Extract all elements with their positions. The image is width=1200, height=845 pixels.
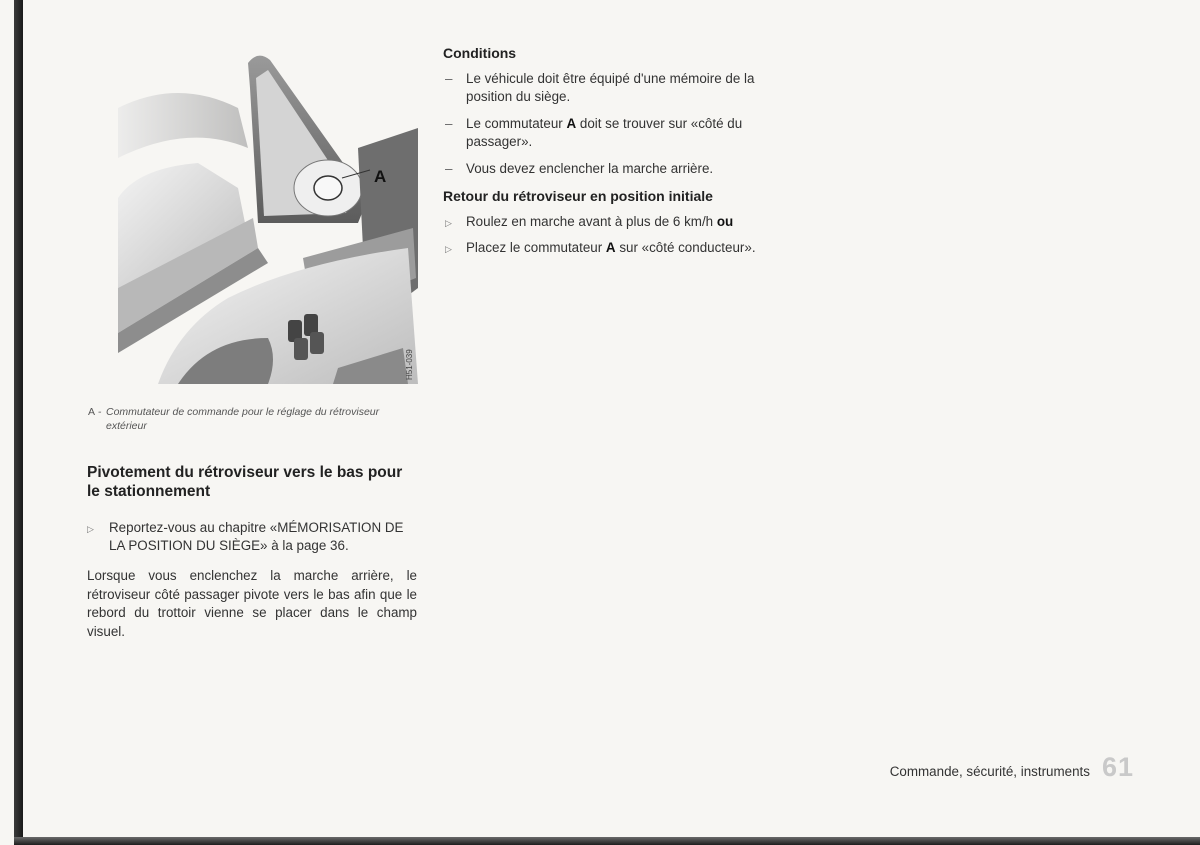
page-number: 61: [1101, 752, 1134, 782]
instruction-text: Reportez-vous au chapitre «MÉMORISATION DE LA POSITION DU SIÈGE» à la page 36.: [109, 520, 404, 553]
left-column: [87, 463, 417, 641]
page-footer: [890, 752, 1134, 783]
dash-bullet: –: [445, 161, 453, 176]
figure-code: H51-039: [405, 349, 414, 380]
dash-bullet: –: [445, 116, 453, 131]
return-heading: Retour du rétroviseur en position initiale: [443, 188, 713, 204]
mirror-switch-illustration: [118, 48, 418, 384]
condition-item: [443, 70, 783, 106]
footer-section-name: Commande, sécurité, instruments: [889, 764, 1090, 779]
triangle-bullet-icon: ▷: [87, 524, 94, 534]
caption-separator: -: [95, 406, 102, 418]
callout-letter: A: [374, 167, 387, 186]
return-text-before: Placez le commutateur: [466, 240, 606, 255]
right-column: [443, 44, 783, 265]
section-heading-pivot: Pivotement du rétroviseur vers le bas pour le stationnement: [87, 464, 403, 500]
return-step: [443, 239, 783, 257]
figure-caption: [88, 405, 408, 433]
triangle-bullet-icon: ▷: [445, 218, 452, 228]
condition-text: Vous devez enclencher la marche arrière.: [466, 161, 714, 176]
condition-bold-letter: A: [566, 116, 577, 131]
body-paragraph: Lorsque vous enclenchez la marche arrière, le rétroviseur côté passager pivote vers le bas afin que le rebord du trottoir vienne se placer dans le champ visuel.: [87, 568, 417, 639]
condition-item: [443, 115, 783, 151]
return-text-after: sur «côté conducteur».: [615, 240, 756, 255]
triangle-bullet-icon: ▷: [445, 244, 452, 254]
return-text-before: Roulez en marche avant à plus de 6 km/h: [466, 214, 717, 229]
conditions-heading: Conditions: [443, 45, 517, 61]
return-bold: A: [605, 240, 616, 255]
caption-letter: A: [88, 406, 96, 418]
return-bold: ou: [716, 214, 734, 229]
page-binding-edge: [14, 0, 23, 845]
condition-text: Le véhicule doit être équipé d'une mémoire de la position du siège.: [466, 71, 755, 104]
dash-bullet: –: [445, 71, 453, 86]
condition-text-after: doit se trouver sur «côté du passager».: [466, 116, 743, 149]
condition-text-before: Le commutateur: [466, 116, 567, 131]
condition-item: [443, 160, 783, 178]
instruction-bullet: [87, 519, 417, 555]
caption-text: Commutateur de commande pour le réglage du rétroviseur extérieur: [106, 406, 380, 432]
return-step: [443, 213, 783, 231]
page-bottom-edge: [14, 837, 1200, 845]
